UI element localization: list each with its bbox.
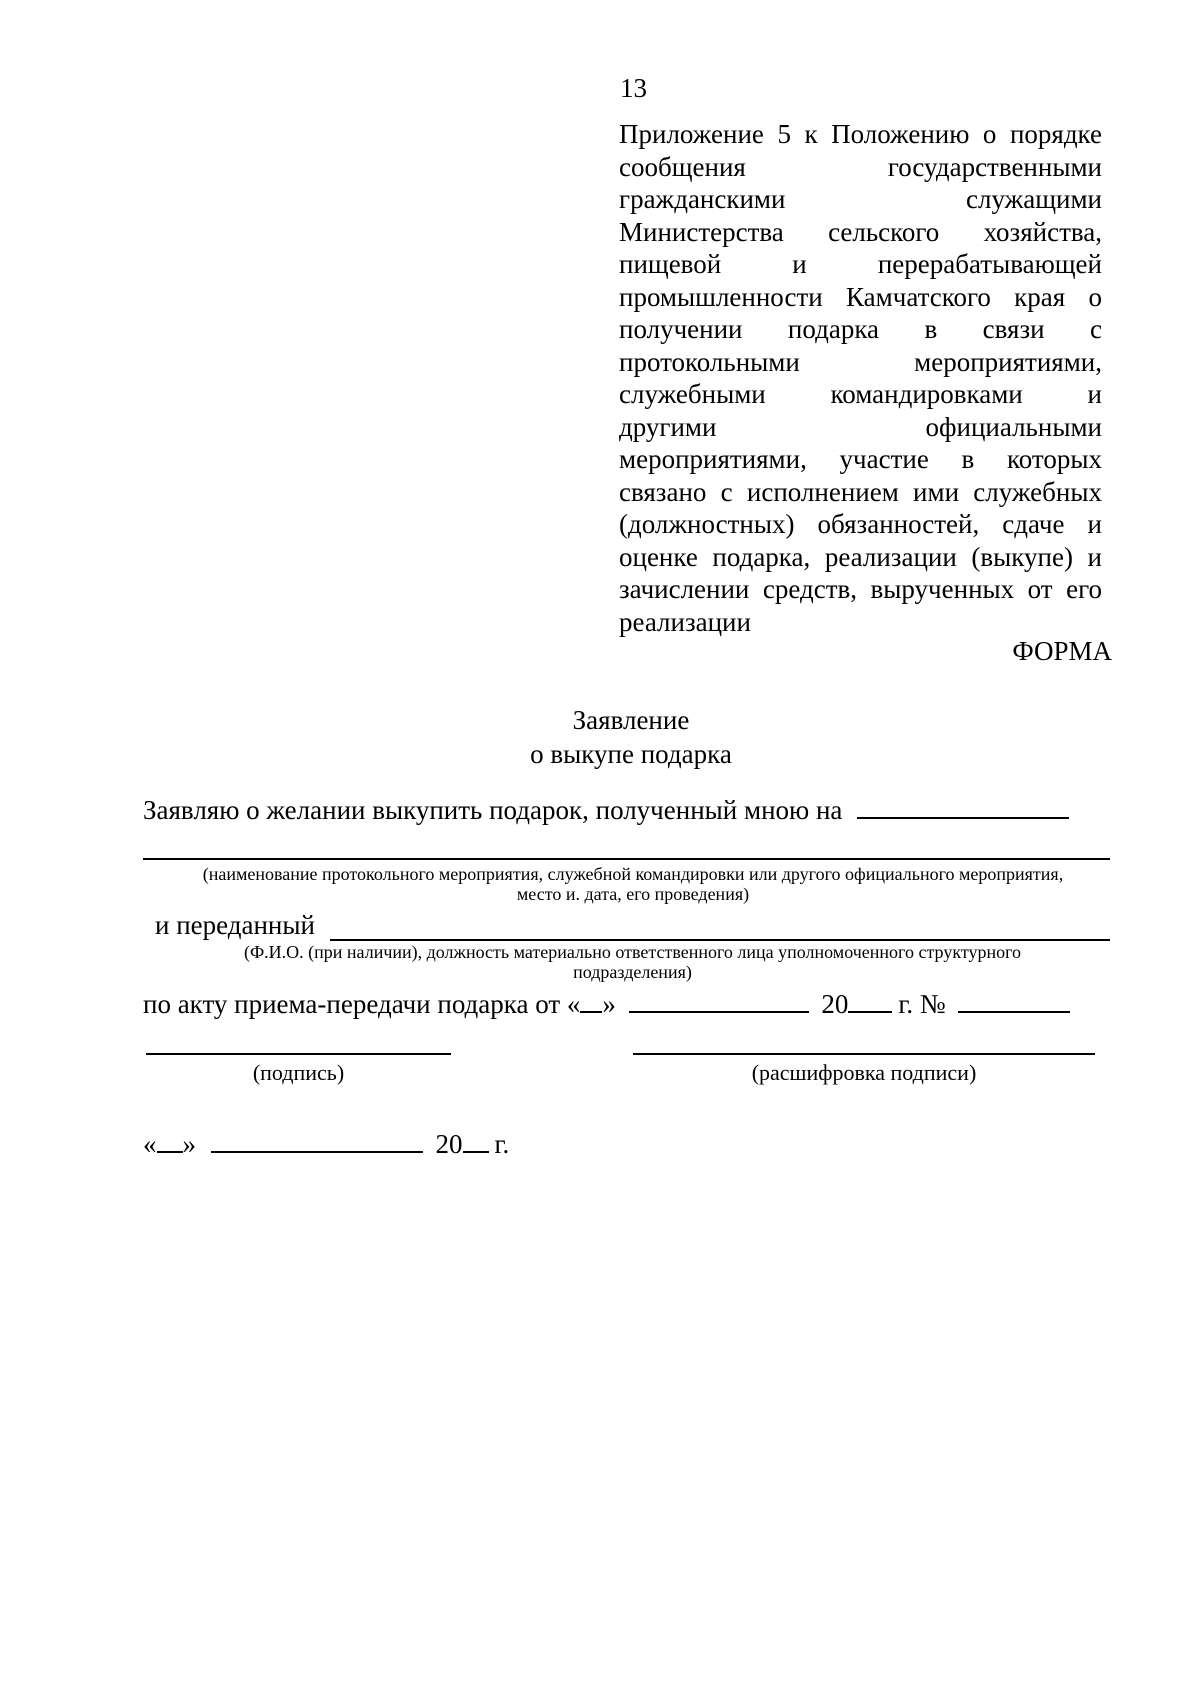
person-caption [170, 942, 1095, 982]
appendix-line: гражданскими служащими [619, 184, 1102, 214]
appendix-line: связано с исполнением ими служебных [619, 477, 1102, 507]
date-year-prefix: 20 [435, 1129, 463, 1159]
date-open-quote: « [143, 1129, 157, 1159]
act-year-blank[interactable] [848, 989, 892, 1013]
date-year-blank[interactable] [463, 1129, 489, 1153]
statement-intro: Заявляю о желании выкупить подарок, полученный мною на [143, 795, 843, 825]
appendix-line: протокольными мероприятиями, [619, 347, 1102, 377]
appendix-line: промышленности Камчатского края о [619, 282, 1102, 312]
act-day-blank[interactable] [580, 989, 602, 1013]
appendix-line: (должностных) обязанностей, сдаче и [619, 509, 1102, 539]
appendix-line: пищевой и перерабатывающей [619, 249, 1102, 279]
person-caption-line: (Ф.И.О. (при наличии), должность материально ответственного лица уполномоченного структурного [243, 942, 1022, 962]
person-field-line[interactable] [330, 939, 1110, 941]
date-day-blank[interactable] [157, 1129, 183, 1153]
form-label: ФОРМА [1012, 636, 1112, 666]
page-number: 13 [620, 73, 647, 103]
signature-decoding-line[interactable] [633, 1053, 1095, 1055]
transferred-label: и переданный [155, 910, 315, 940]
statement-line [143, 794, 1069, 826]
document-subtitle: о выкупе подарка [530, 739, 732, 769]
act-number-blank[interactable] [958, 989, 1070, 1013]
appendix-line: Приложение 5 к Положению о порядке [619, 119, 1102, 149]
appendix-line: Министерства сельского хозяйства, [619, 217, 1102, 247]
transferred-line [155, 909, 315, 941]
event-caption-line: место и. дата, его проведения) [516, 884, 750, 904]
date-month-blank[interactable] [211, 1129, 423, 1153]
appendix-line: получении подарка в связи с [619, 314, 1102, 344]
date-close-quote: » [182, 1129, 196, 1159]
event-caption [143, 864, 1123, 904]
event-description-line[interactable] [143, 858, 1110, 860]
act-quote-close: » [602, 989, 616, 1019]
appendix-line: мероприятиями, участие в которых [619, 444, 1102, 474]
appendix-line: другими официальными [619, 412, 1102, 442]
date-line [143, 1128, 509, 1160]
document-title: Заявление [572, 705, 690, 735]
event-caption-line: (наименование протокольного мероприятия, служебной командировки или другого официального мероприятия, [202, 864, 1064, 884]
act-line [143, 988, 1070, 1020]
person-caption-line: подразделения) [573, 962, 692, 982]
appendix-line: служебными командировками и [619, 379, 1102, 409]
act-year-suffix: г. № [898, 989, 946, 1019]
appendix-line: зачислении средств, вырученных от его [619, 574, 1102, 604]
act-prefix: по акту приема-передачи подарка от « [143, 989, 581, 1019]
signature-decoding-caption: (расшифровка подписи) [751, 1060, 977, 1085]
appendix-line: реализации [619, 607, 751, 637]
appendix-line: оценке подарка, реализации (выкупе) и [619, 542, 1102, 572]
signature-caption: (подпись) [252, 1060, 345, 1085]
event-field-blank[interactable] [857, 795, 1069, 819]
date-year-suffix: г. [494, 1129, 510, 1159]
act-month-blank[interactable] [629, 989, 809, 1013]
appendix-line: сообщения государственными [619, 152, 1102, 182]
act-year-prefix: 20 [821, 989, 849, 1019]
signature-line[interactable] [146, 1053, 451, 1055]
